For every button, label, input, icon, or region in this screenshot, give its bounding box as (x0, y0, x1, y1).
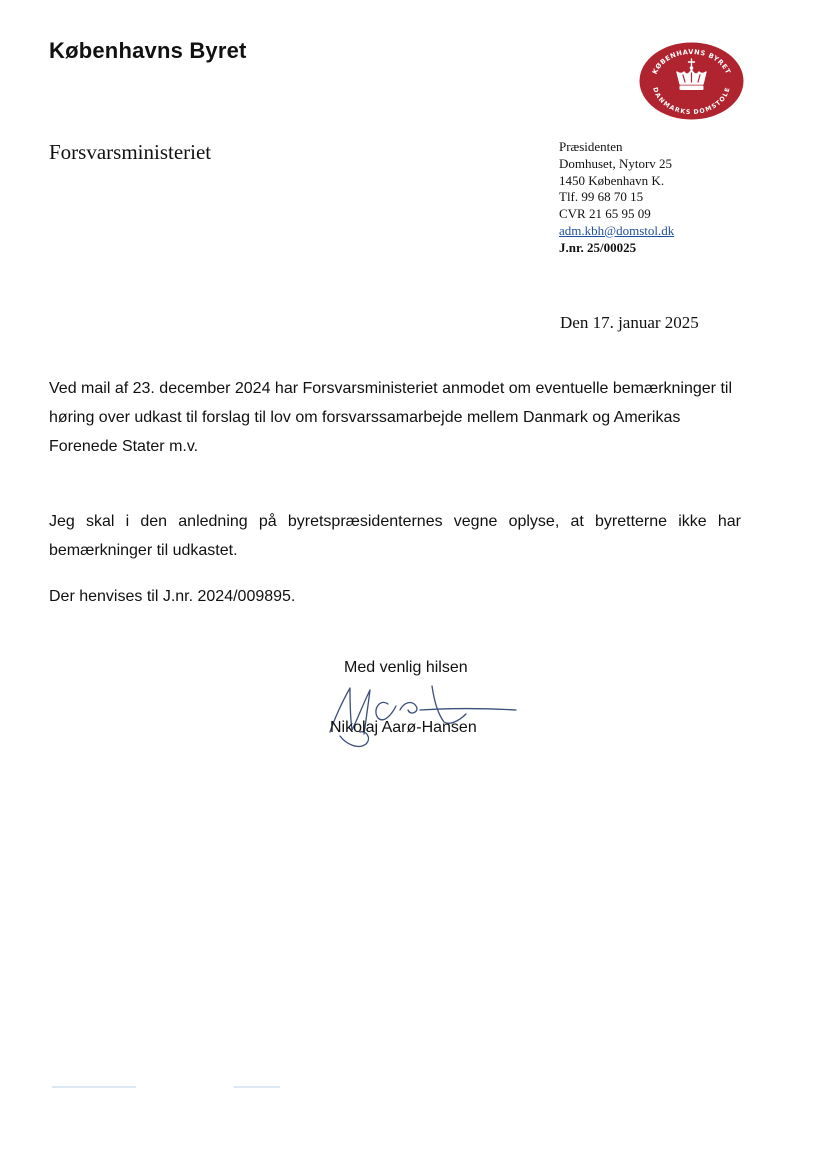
sender-cvr: CVR 21 65 95 09 (559, 206, 651, 222)
recipient: Forsvarsministeriet (49, 140, 212, 164)
sender-phone: Tlf. 99 68 70 15 (559, 189, 644, 205)
letter-date: Den 17. januar 2025 (560, 313, 699, 332)
court-name: Københavns Byret (49, 38, 247, 63)
closing-greeting: Med venlig hilsen (344, 659, 468, 676)
seal-bottom-text: DANMARKS DOMSTOLE (651, 86, 732, 117)
seal-top-text: KØBENHAVNS BYRET (650, 47, 733, 76)
sender-block (559, 139, 674, 257)
signer-name: Nikolaj Aarø-Hansen (330, 719, 477, 736)
sender-address-line1: Domhuset, Nytorv 25 (559, 155, 673, 171)
body-paragraph-3: Der henvises til J.nr. 2024/009895. (49, 588, 296, 605)
body-paragraph-2: Jeg skal i den anledning på byretspræsidenternes vegne oplyse, at byretterne ikke har bemærkninger til udkastet. (49, 513, 741, 559)
handwritten-signature (320, 680, 520, 752)
sender-email-link[interactable]: adm.kbh@domstol.dk (559, 222, 675, 238)
scan-artifact (234, 1086, 280, 1088)
sender-title: Præsidenten (559, 139, 623, 154)
sender-address-line2: 1450 København K. (559, 172, 665, 188)
scan-artifact (52, 1086, 136, 1088)
body-paragraph-1: Ved mail af 23. december 2024 har Forsvarsministeriet anmodet om eventuelle bemærkninger til høring over udkast til forslag til lov om forsvarssamarbejde mellem Danmark og Amerikas Forenede Stater m.v. (49, 380, 732, 455)
sender-journal-number: J.nr. 25/00025 (559, 239, 637, 255)
court-seal-logo (639, 42, 744, 120)
